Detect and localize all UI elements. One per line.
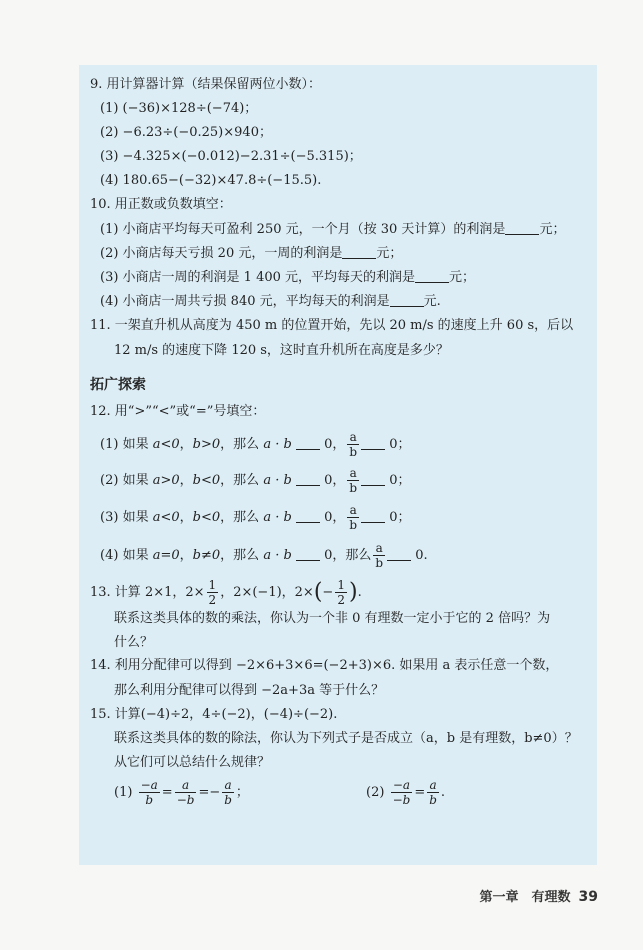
answer-blank[interactable]: [387, 548, 411, 561]
problem-10-title: 10. 用正数或负数填空：: [90, 197, 232, 212]
problem-9-item-1: (1) (−36)×128÷(−74)；: [100, 101, 258, 116]
problem-10-item-1: (1) 小商店平均每天可盈利 250 元，一个月（按 30 天计算）的利润是 元；: [100, 222, 566, 237]
problem-9-item-2: (2) −6.23÷(−0.25)×940；: [100, 125, 272, 140]
problem-15-line-3: 从它们可以总结什么规律？: [114, 755, 271, 770]
problem-15-expression-2: (2) $\frac{-a}{-b}$ = $\frac{a}{b}$ .: [366, 778, 446, 807]
answer-blank[interactable]: [390, 294, 424, 307]
fraction-a-over-b: $\frac{a}{b}$: [349, 430, 358, 459]
fraction-one-half: $\frac{1}{2}$: [208, 578, 217, 607]
chapter-label: 第一章 有理数: [479, 890, 571, 905]
problem-12-item-1: (1) 如果 a<0，b>0，那么 a · b 0， $\frac{a}{b}$ 0；: [100, 430, 411, 459]
problem-9-item-3: (3) −4.325×(−0.012)−2.31÷(−5.315)；: [100, 149, 362, 164]
problem-13-line-2: 联系这类具体的数的乘法，你认为一个非 0 有理数一定小于它的 2 倍吗？为: [114, 611, 551, 626]
answer-blank[interactable]: [361, 473, 385, 486]
fraction-a-over-b: $\frac{a}{b}$: [349, 466, 358, 495]
problem-15-line-2: 联系这类具体的数的除法，你认为下列式子是否成立（a，b 是有理数，b≠0）？: [114, 731, 578, 746]
problem-10-item-2: (2) 小商店每天亏损 20 元，一周的利润是 元；: [100, 246, 403, 261]
problem-15-expression-1: (1) $\frac{-a}{b}$ = $\frac{a}{-b}$ =− $\frac{a}{b}$ ；: [114, 778, 249, 807]
problem-9-item-4: (4) 180.65−(−32)×47.8÷(−15.5).: [100, 173, 322, 188]
problem-15-line-1: 15. 计算(−4)÷2，4÷(−2)，(−4)÷(−2).: [90, 707, 338, 722]
answer-blank[interactable]: [342, 246, 376, 259]
section-title: 拓广探索: [90, 377, 146, 393]
answer-blank[interactable]: [361, 510, 385, 523]
answer-blank[interactable]: [296, 510, 320, 523]
fraction-one-half: $\frac{1}{2}$: [337, 578, 345, 607]
page-number: 39: [578, 889, 598, 905]
problem-9-title: 9. 用计算器计算（结果保留两位小数）：: [90, 77, 322, 92]
problem-11-line-2: 12 m/s 的速度下降 120 s，这时直升机所在高度是多少？: [114, 343, 449, 358]
problem-12-title: 12. 用“>”“<”或“=”号填空：: [90, 404, 266, 419]
problem-11-line-1: 11. 一架直升机从高度为 450 m 的位置开始，先以 20 m/s 的速度上升 60 s，后以: [90, 318, 574, 333]
answer-blank[interactable]: [296, 473, 320, 486]
problem-10-item-3: (3) 小商店一周的利润是 1 400 元，平均每天的利润是 元；: [100, 270, 476, 285]
answer-blank[interactable]: [415, 270, 449, 283]
page-footer: [480, 886, 599, 905]
problem-14-line-2: 那么利用分配律可以得到 −2a+3a 等于什么？: [114, 683, 385, 698]
answer-blank[interactable]: [296, 437, 320, 450]
fraction-a-over-b: $\frac{a}{b}$: [349, 503, 358, 532]
fraction-a-over-b: $\frac{a}{b}$: [375, 541, 384, 570]
problem-12-item-2: (2) 如果 a>0，b<0，那么 a · b 0， $\frac{a}{b}$ 0；: [100, 466, 411, 495]
problem-12-item-4: (4) 如果 a=0，b≠0，那么 a · b 0，那么 $\frac{a}{b}$ 0.: [100, 541, 428, 570]
answer-blank[interactable]: [361, 437, 385, 450]
problem-13-line-3: 什么？: [114, 635, 154, 650]
problem-10-item-4: (4) 小商店一周共亏损 840 元，平均每天的利润是 元.: [100, 294, 441, 309]
answer-blank[interactable]: [296, 548, 320, 561]
problem-14-line-1: 14. 利用分配律可以得到 −2×6+3×6=(−2+3)×6. 如果用 a 表示任意一个数，: [90, 658, 559, 673]
answer-blank[interactable]: [505, 222, 539, 235]
problem-13-line-1: 13. 计算 2×1，2× $\frac{1}{2}$ ，2×(−1)，2×(− $\frac{1}{2}$ ).: [90, 578, 362, 607]
problem-12-item-3: (3) 如果 a<0，b<0，那么 a · b 0， $\frac{a}{b}$ 0；: [100, 503, 411, 532]
